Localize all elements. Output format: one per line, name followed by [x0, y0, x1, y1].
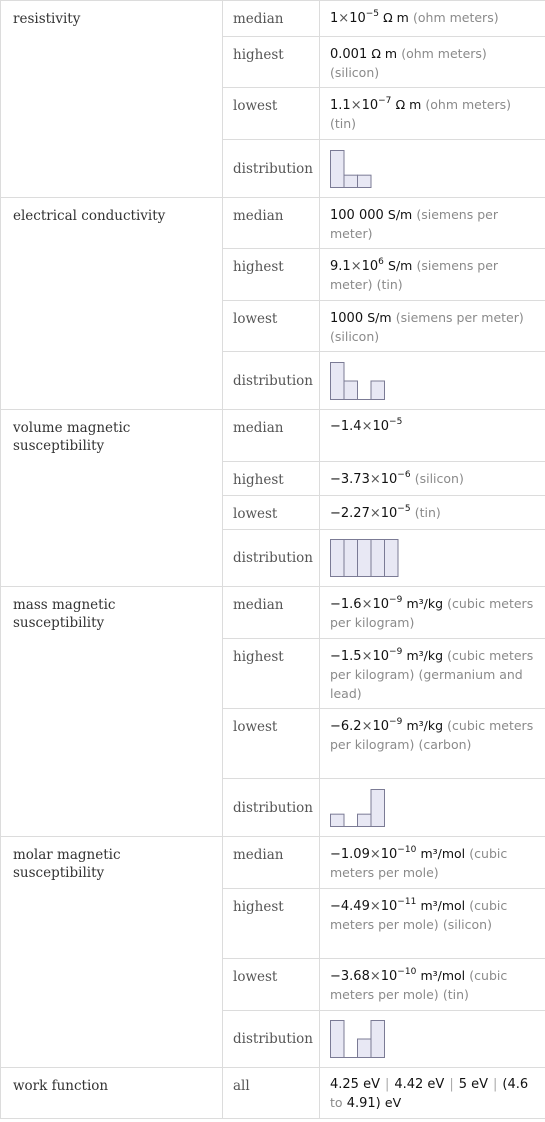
stat-label: all [233, 1078, 250, 1094]
value-cell [320, 837, 545, 889]
table-row [1, 198, 545, 249]
table-row [1, 1068, 545, 1119]
value-item: 4.25 eV [330, 1077, 380, 1092]
property-name: work function [13, 1078, 109, 1094]
stat-label-cell [223, 88, 320, 140]
property-name: resistivity [13, 11, 81, 27]
unit-description: (siemens per meter) [330, 207, 498, 241]
histogram-bar [331, 540, 345, 577]
stat-label: distribution [233, 550, 313, 566]
unit-description: (ohm meters) [401, 46, 487, 61]
times-sign: × [361, 649, 373, 664]
value-coefficient: −4.49 [330, 899, 370, 914]
element-condition: (carbon) [418, 737, 472, 752]
times-sign: × [350, 98, 362, 113]
value-unit: m³/mol [420, 898, 466, 913]
distribution-histogram [330, 538, 420, 578]
property-name: mass magnetic susceptibility [13, 597, 116, 631]
stat-label-cell [223, 198, 320, 249]
element-condition: (tin) [330, 116, 357, 131]
value-cell [320, 198, 545, 249]
table-row [1, 837, 545, 889]
stat-label: distribution [233, 1031, 313, 1047]
stat-label-cell [223, 352, 320, 410]
element-condition: (silicon) [330, 329, 380, 344]
value-exponent: −5 [365, 9, 380, 19]
histogram-bar [371, 789, 385, 826]
separator: | [449, 1077, 454, 1092]
unit-description: (cubic meters per kilogram) [330, 648, 534, 682]
value-number: 0.001 [330, 47, 368, 62]
distribution-cell [320, 530, 545, 587]
value [320, 198, 545, 244]
unit-description: (cubic meters per mole) [330, 968, 508, 1002]
stat-label-cell [223, 889, 320, 959]
distribution-histogram [330, 149, 420, 189]
value-base: 10 [380, 969, 398, 984]
stat-label: lowest [233, 98, 278, 114]
times-sign: × [338, 11, 350, 26]
stat-label-cell [223, 1068, 320, 1119]
histogram-bar [385, 540, 399, 577]
value-base: 10 [349, 11, 366, 26]
value-base: 10 [380, 472, 398, 487]
value [320, 496, 545, 523]
value-unit: m³/kg [406, 596, 444, 611]
table-row [1, 410, 545, 462]
value-exponent: −10 [397, 967, 417, 977]
stat-label-cell [223, 249, 320, 301]
distribution-histogram [330, 361, 420, 401]
stat-label-cell [223, 837, 320, 889]
value-unit: m³/kg [406, 718, 444, 733]
value-cell [320, 37, 545, 88]
value-coefficient: −1.5 [330, 649, 362, 664]
value-exponent: −9 [389, 717, 403, 727]
histogram-bar [344, 381, 358, 400]
value-cell [320, 301, 545, 352]
element-condition: (tin) [414, 505, 441, 520]
value-cell [320, 462, 545, 496]
stat-label-cell [223, 37, 320, 88]
value-item: 4.42 eV [394, 1077, 445, 1092]
stat-label: highest [233, 259, 284, 275]
value [320, 462, 545, 489]
element-condition: (silicon) [414, 471, 464, 486]
value-exponent: −7 [378, 96, 392, 106]
distribution-cell [320, 1011, 545, 1068]
value [320, 37, 545, 83]
value-base: 10 [380, 506, 398, 521]
element-condition: (tin) [376, 277, 403, 292]
value-exponent: −9 [389, 647, 403, 657]
times-sign: × [369, 847, 381, 862]
property-name-cell [1, 1068, 223, 1119]
stat-label: median [233, 847, 284, 863]
element-condition: (germanium and lead) [330, 667, 523, 701]
value-coefficient: −3.73 [330, 472, 370, 487]
stat-label: lowest [233, 719, 278, 735]
value-cell [320, 249, 545, 301]
range-open: (4.6 [502, 1077, 529, 1092]
value-cell [320, 88, 545, 140]
histogram-bar [358, 1039, 372, 1058]
value [320, 959, 545, 1005]
stat-label-cell [223, 301, 320, 352]
stat-label-cell [223, 639, 320, 709]
times-sign: × [361, 597, 373, 612]
property-name-cell [1, 587, 223, 837]
unit-description: (siemens per meter) [395, 310, 524, 325]
value-base: 10 [361, 259, 379, 274]
distribution-cell [320, 140, 545, 198]
unit-description: (siemens per meter) [330, 258, 499, 292]
unit-description: (cubic meters per kilogram) [330, 596, 534, 630]
value-unit: Ω m [395, 97, 422, 112]
value-unit: Ω m [371, 46, 398, 61]
property-name-cell [1, 410, 223, 587]
value-cell [320, 1, 545, 37]
value-exponent: −9 [389, 595, 403, 605]
range-to: to [330, 1095, 343, 1110]
value [320, 249, 545, 295]
distribution-cell [320, 352, 545, 410]
value-exponent: −11 [397, 897, 417, 907]
property-name-cell [1, 1, 223, 198]
range-close: 4.91) [346, 1096, 381, 1111]
value-exponent: −10 [397, 845, 417, 855]
value-base: 10 [372, 597, 390, 612]
value-coefficient: −6.2 [330, 719, 362, 734]
stat-label-cell [223, 959, 320, 1011]
value-cell [320, 709, 545, 779]
histogram-bar [331, 362, 345, 399]
stat-label-cell [223, 709, 320, 779]
stat-label: lowest [233, 311, 278, 327]
stat-label-cell [223, 410, 320, 462]
stat-label-cell [223, 462, 320, 496]
value [320, 1068, 545, 1113]
stat-label: highest [233, 47, 284, 63]
distribution-cell [320, 779, 545, 837]
value-unit: S/m [387, 207, 413, 222]
stat-label: highest [233, 649, 284, 665]
value-exponent: −5 [397, 504, 411, 514]
value-base: 10 [380, 847, 398, 862]
separator: | [493, 1077, 498, 1092]
value-cell [320, 639, 545, 709]
value [320, 88, 545, 134]
value-base: 10 [380, 899, 398, 914]
histogram-bar [344, 175, 358, 187]
value-number: 100 000 [330, 208, 384, 223]
value-unit: m³/mol [420, 968, 466, 983]
histogram-bar [344, 540, 358, 577]
value [320, 301, 545, 347]
stat-label: median [233, 11, 284, 27]
stat-label-cell [223, 530, 320, 587]
value [320, 1, 545, 28]
value [320, 837, 545, 883]
stat-label: lowest [233, 506, 278, 522]
value-unit: m³/mol [420, 846, 466, 861]
value-unit: S/m [367, 310, 392, 325]
value-coefficient: −1.09 [330, 847, 370, 862]
property-name: electrical conductivity [13, 208, 166, 224]
stat-label: distribution [233, 372, 313, 389]
times-sign: × [369, 899, 381, 914]
distribution-histogram [330, 788, 420, 828]
value-number: 1000 [330, 311, 364, 326]
property-name: volume magnetic susceptibility [13, 420, 131, 454]
unit-description: (ohm meters) [425, 97, 511, 112]
histogram-bar [371, 540, 385, 577]
value-cell [320, 496, 545, 530]
value [320, 587, 545, 633]
value-base: 10 [372, 649, 390, 664]
value-exponent: 6 [378, 257, 384, 267]
value-exponent: −6 [397, 470, 411, 480]
range-unit: eV [384, 1095, 402, 1110]
histogram-bar [331, 1021, 345, 1058]
histogram-bar [358, 814, 372, 826]
value-coefficient: 1 [330, 11, 339, 26]
element-condition: (silicon) [330, 65, 380, 80]
stat-label: distribution [233, 160, 313, 177]
value [320, 709, 545, 755]
value-coefficient: −1.6 [330, 597, 362, 612]
histogram-bar [331, 150, 345, 187]
times-sign: × [350, 259, 362, 274]
distribution-histogram [330, 1019, 420, 1059]
stat-label: distribution [233, 799, 313, 816]
stat-label: highest [233, 899, 284, 915]
element-condition: (tin) [442, 987, 469, 1002]
value-coefficient: 9.1 [330, 259, 351, 274]
value-cell [320, 1068, 545, 1119]
stat-label: highest [233, 472, 284, 488]
stat-label: lowest [233, 969, 278, 985]
value-cell [320, 959, 545, 1011]
property-name-cell [1, 198, 223, 410]
times-sign: × [369, 472, 381, 487]
value-unit: S/m [388, 258, 413, 273]
value-cell [320, 587, 545, 639]
value-coefficient: −1.4 [330, 419, 362, 434]
histogram-bar [371, 1021, 385, 1058]
unit-description: (cubic meters per mole) [330, 846, 508, 880]
value-exponent: −5 [389, 417, 403, 427]
times-sign: × [361, 719, 373, 734]
value-cell [320, 889, 545, 959]
value-base: 10 [372, 719, 390, 734]
histogram-bar [358, 175, 372, 187]
stat-label: median [233, 597, 284, 613]
table-row [1, 1, 545, 37]
property-name-cell [1, 837, 223, 1068]
value [320, 889, 545, 935]
value-unit: m³/kg [406, 648, 444, 663]
separator: | [384, 1077, 390, 1092]
stat-label-cell [223, 140, 320, 198]
stat-label-cell [223, 1, 320, 37]
stat-label-cell [223, 587, 320, 639]
stat-label-cell [223, 1011, 320, 1068]
times-sign: × [369, 506, 381, 521]
histogram-bar [331, 814, 345, 826]
value-item: 5 eV [458, 1077, 489, 1092]
value-coefficient: 1.1 [330, 98, 351, 113]
value-cell [320, 410, 545, 462]
value-base: 10 [361, 98, 379, 113]
times-sign: × [361, 419, 373, 434]
unit-description: (cubic meters per kilogram) [330, 718, 534, 752]
value-coefficient: −2.27 [330, 506, 370, 521]
unit-description: (cubic meters per mole) [330, 898, 508, 932]
histogram-bar [358, 540, 372, 577]
histogram-bar [371, 381, 385, 400]
value [320, 410, 545, 436]
element-condition: (silicon) [442, 917, 492, 932]
stat-label-cell [223, 496, 320, 530]
table-row [1, 587, 545, 639]
stat-label: median [233, 420, 284, 436]
stat-label: median [233, 208, 284, 224]
value [320, 639, 545, 704]
value-base: 10 [372, 419, 390, 434]
times-sign: × [369, 969, 381, 984]
value-unit: Ω m [383, 10, 409, 25]
stat-label-cell [223, 779, 320, 837]
value-coefficient: −3.68 [330, 969, 370, 984]
unit-description: (ohm meters) [413, 10, 499, 25]
property-name: molar magnetic susceptibility [13, 847, 121, 881]
